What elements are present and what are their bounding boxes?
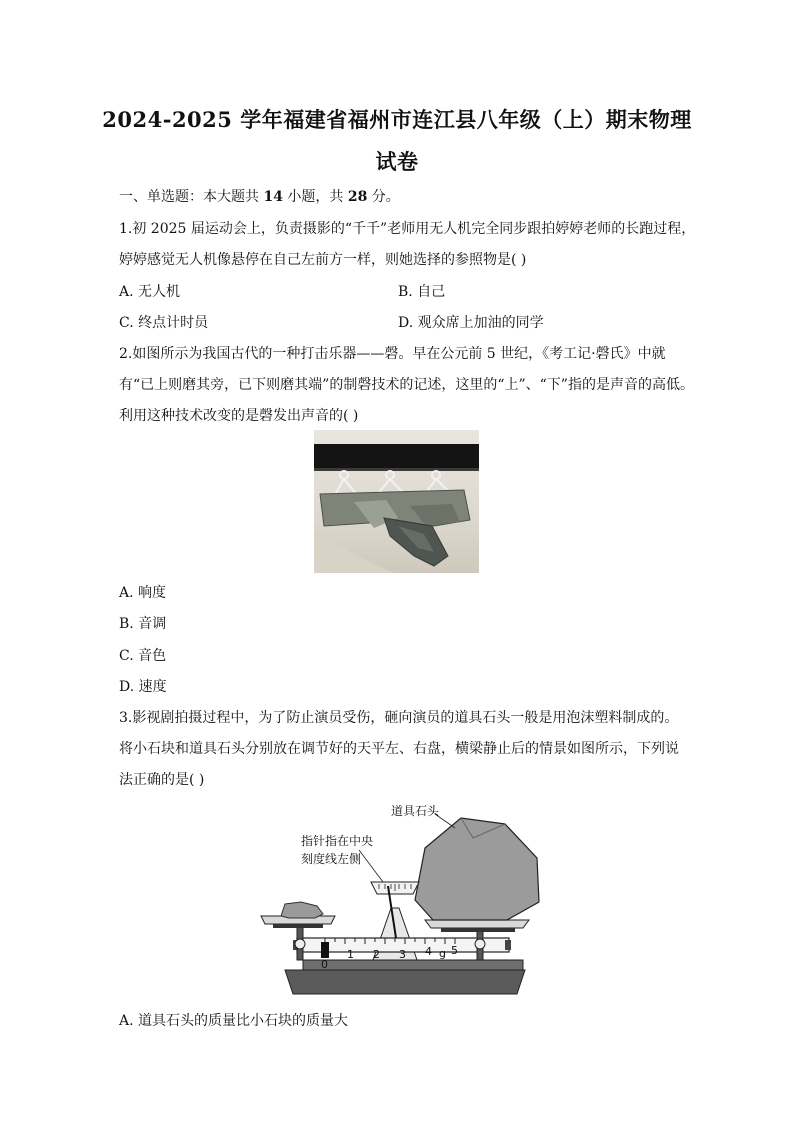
- prop-stone: [415, 818, 539, 920]
- q1-text-line-2: 婷婷感觉无人机像悬停在自己左前方一样，则她选择的参照物是( ): [119, 252, 527, 268]
- section-prefix: 一、单选题：本大题共: [119, 189, 264, 205]
- pointer-label-line-2: 刻度线左侧: [301, 852, 362, 866]
- q2-option-d: D. 速度: [119, 679, 167, 695]
- q1-option-d: D. 观众席上加油的同学: [398, 315, 544, 331]
- balance-figure: [255, 798, 555, 998]
- section-question-count: 14: [263, 189, 283, 205]
- pointer-label-line-1: 指针指在中央: [301, 834, 374, 848]
- prop-stone-label: 道具石头: [391, 804, 440, 818]
- section-suffix: 分。: [367, 189, 400, 205]
- page-title-continued: 试卷: [375, 149, 419, 174]
- scale-label-3: 3: [399, 948, 406, 961]
- right-pan: [425, 920, 529, 928]
- scale-label-unit: g: [439, 947, 446, 960]
- hanging-beam: [314, 444, 479, 468]
- rider-weight: [321, 942, 329, 958]
- q2-text-line-2: 有“已上则磨其旁，已下则磨其端”的制磬技术的记述，这里的“上”、“下”指的是声音的高低。: [119, 377, 694, 393]
- balance-base: [285, 970, 525, 994]
- scale-label-0: 0: [321, 958, 328, 971]
- small-stone: [281, 902, 323, 918]
- q3-text-line-2: 将小石块和道具石头分别放在调节好的天平左、右盘，横梁静止后的情景如图所示，下列说: [119, 741, 679, 757]
- q1-option-b: B. 自己: [398, 284, 446, 300]
- balance-illustration: [255, 798, 555, 998]
- q1-text-line-1: 1.初 2025 届运动会上，负责摄影的“千千”老师用无人机完全同步跟拍婷婷老师的长跑过程，: [119, 221, 696, 237]
- chime-stone-photo: [314, 430, 479, 573]
- q2-text-line-1: 2.如图所示为我国古代的一种打击乐器——磬。早在公元前 5 世纪，《考工记·磬氏》中就: [119, 346, 666, 362]
- q3-text-line-1: 3.影视剧拍摄过程中，为了防止演员受伤，砸向演员的道具石头一般是用泡沫塑料制成的。: [119, 710, 679, 726]
- page-title: 2024-2025 学年福建省福州市连江县八年级（上）期末物理: [102, 107, 692, 132]
- q1-option-a: A. 无人机: [119, 284, 181, 300]
- q3-text-line-3: 法正确的是( ): [119, 772, 205, 788]
- section-heading: [119, 186, 400, 206]
- q1-option-c: C. 终点计时员: [119, 315, 209, 331]
- q2-option-a: A. 响度: [119, 585, 167, 601]
- scale-label-2: 2: [373, 948, 380, 961]
- scale-label-1: 1: [347, 948, 354, 961]
- q2-option-b: B. 音调: [119, 616, 167, 632]
- q2-option-c: C. 音色: [119, 648, 167, 664]
- q3-option-a: A. 道具石头的质量比小石块的质量大: [119, 1013, 349, 1029]
- q2-text-line-3: 利用这种技术改变的是磬发出声音的( ): [119, 408, 359, 424]
- scale-label-5: 5: [451, 944, 458, 957]
- scale-label-4: 4: [425, 945, 432, 958]
- section-mid: 小题，共: [282, 189, 348, 205]
- chime-stone-illustration: [314, 430, 479, 573]
- section-total-score: 28: [347, 189, 368, 205]
